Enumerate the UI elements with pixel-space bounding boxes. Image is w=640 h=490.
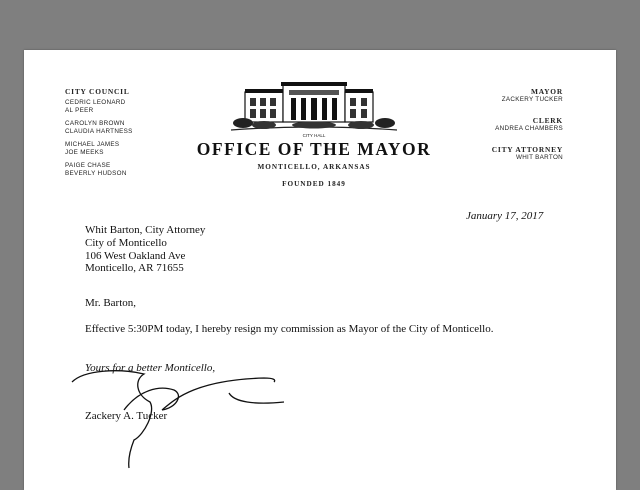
address-line: City of Monticello bbox=[85, 236, 167, 249]
council-member: CEDRIC LEONARD bbox=[65, 99, 126, 106]
address-line: Whit Barton, City Attorney bbox=[85, 224, 206, 236]
council-group bbox=[65, 120, 133, 136]
official-name: ANDREA CHAMBERS bbox=[495, 125, 563, 132]
handwritten-signature bbox=[64, 350, 294, 470]
council-member: CLAUDIA HARTNESS bbox=[65, 128, 133, 135]
signer-name: Zackery A. Tucker bbox=[85, 410, 168, 422]
official-name: WHIT BARTON bbox=[515, 154, 563, 161]
salutation: Mr. Barton, bbox=[85, 297, 137, 309]
city-council-heading: CITY COUNCIL bbox=[65, 87, 130, 96]
founded-year: FOUNDED 1849 bbox=[282, 180, 346, 188]
city-state: MONTICELLO, ARKANSAS bbox=[257, 163, 371, 171]
address-line: 106 West Oakland Ave bbox=[85, 249, 186, 262]
official-name: ZACKERY TUCKER bbox=[501, 96, 563, 103]
council-member: AL PEER bbox=[65, 107, 94, 114]
address-line: Monticello, AR 71655 bbox=[85, 262, 184, 275]
office-title: OFFICE OF THE MAYOR bbox=[196, 139, 432, 159]
letter-paragraph: Effective 5:30PM today, I hereby resign my commission as Mayor of the City of Monticello. bbox=[85, 323, 494, 335]
city-hall-illustration bbox=[229, 80, 399, 138]
council-member: JOE MEEKS bbox=[65, 149, 104, 156]
council-group bbox=[65, 162, 133, 178]
official-title: CITY ATTORNEY bbox=[491, 145, 563, 154]
council-member: BEVERLY HUDSON bbox=[65, 170, 127, 177]
council-member: MICHAEL JAMES bbox=[65, 141, 120, 148]
city-council-list bbox=[65, 87, 133, 183]
letter-page bbox=[24, 50, 616, 490]
letter-date: January 17, 2017 bbox=[466, 210, 544, 222]
letterhead bbox=[184, 80, 444, 188]
official-title: CLERK bbox=[532, 116, 563, 125]
council-group bbox=[65, 99, 133, 115]
council-member: PAIGE CHASE bbox=[65, 162, 111, 169]
closing-line: Yours for a better Monticello, bbox=[85, 362, 216, 374]
council-member: CAROLYN BROWN bbox=[65, 120, 125, 127]
council-group bbox=[65, 141, 133, 157]
building-label: CITY HALL bbox=[302, 133, 326, 138]
official-title: MAYOR bbox=[530, 87, 563, 96]
recipient-address bbox=[85, 224, 205, 275]
officials-list bbox=[492, 87, 563, 174]
